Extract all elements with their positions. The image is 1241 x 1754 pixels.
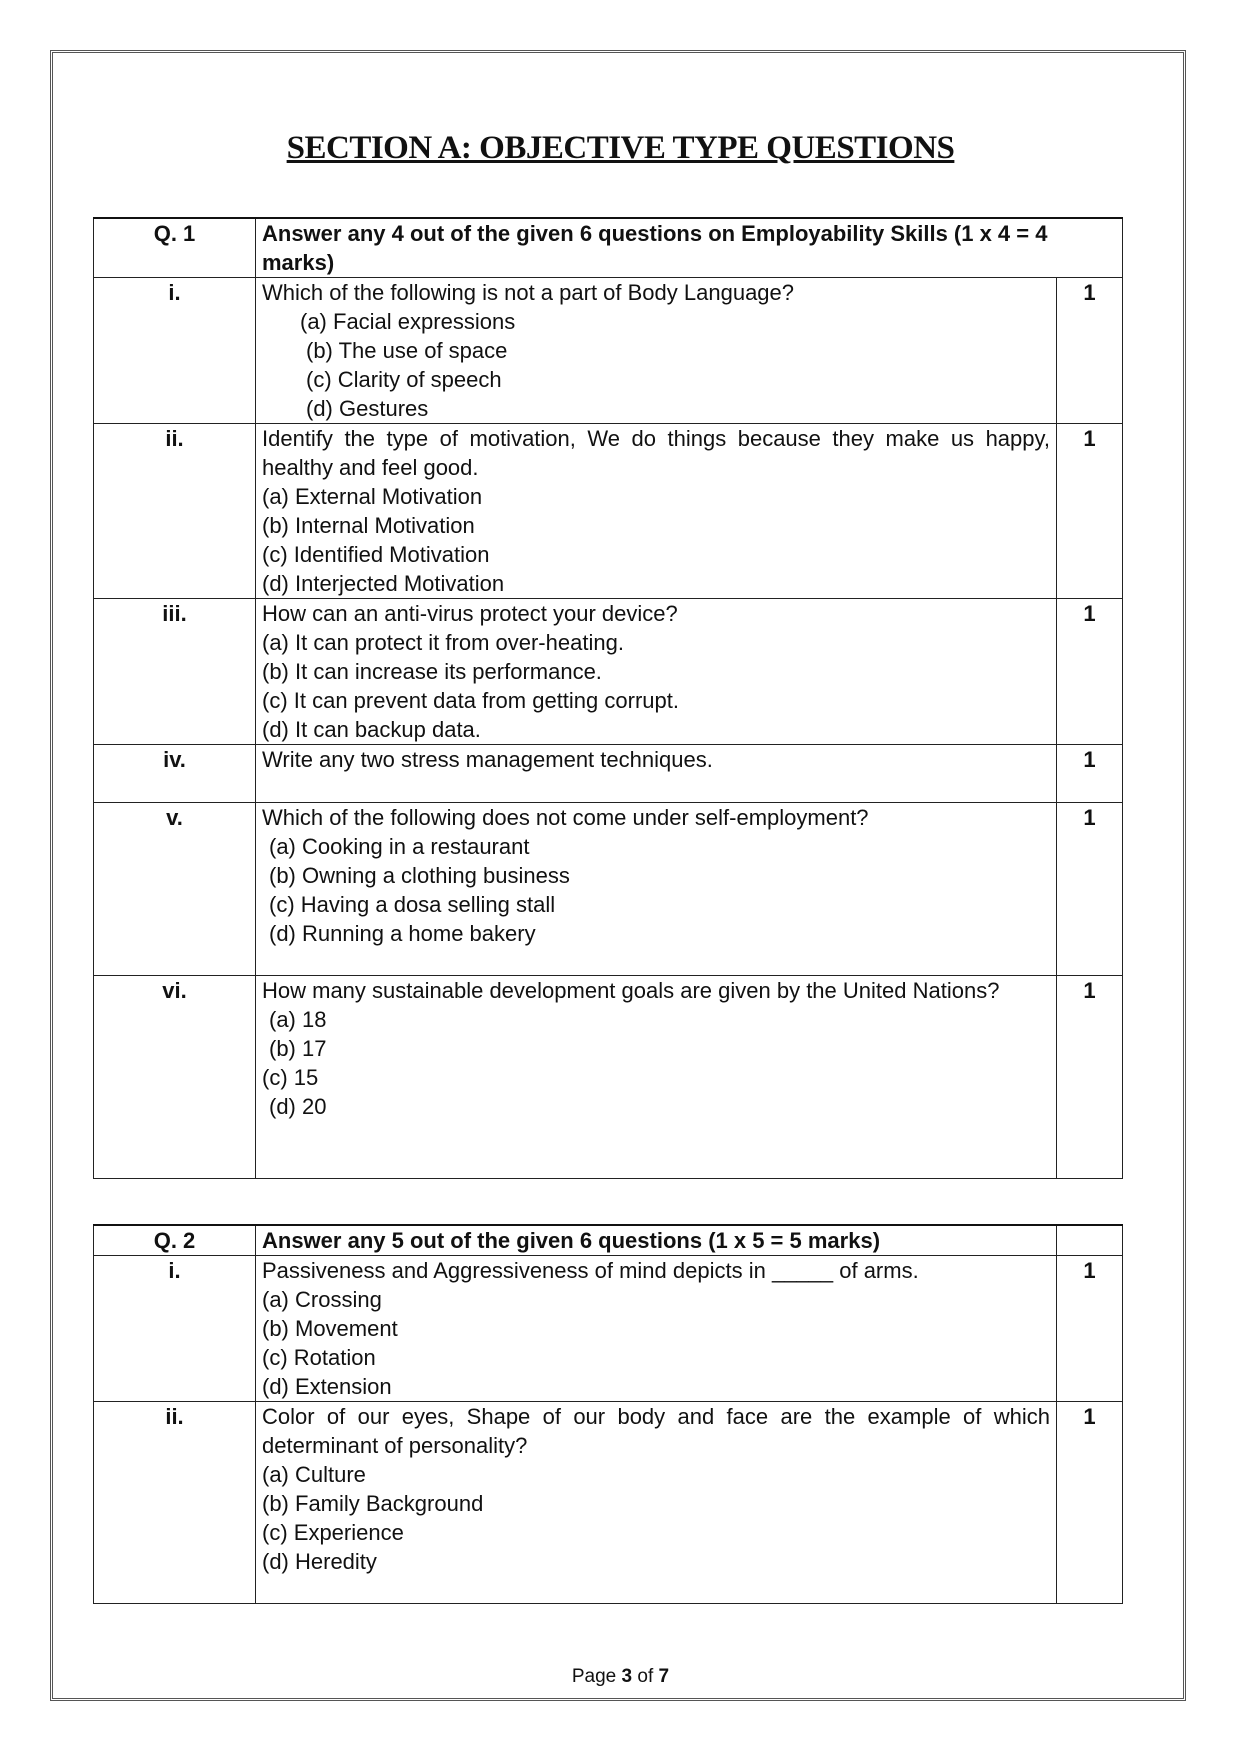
question-instruction: Answer any 4 out of the given 6 questions on Employability Skills (1 x 4 = 4 marks) [256,218,1123,278]
marks: 1 [1057,424,1123,599]
question-cell [256,1402,1057,1604]
current-page: 3 [621,1666,633,1687]
option: (d) Running a home bakery [269,921,536,946]
option: (c) It can prevent data from getting corrupt. [262,688,679,713]
marks: 1 [1057,976,1123,1179]
q2-header-row [94,1225,1123,1256]
marks: 1 [1057,278,1123,424]
option: (d) 20 [269,1094,327,1119]
question-cell [256,1256,1057,1402]
table-row [94,278,1123,424]
item-number: iii. [94,599,256,745]
option: (b) Movement [262,1316,398,1341]
question-text: Write any two stress management techniques. [256,745,1057,803]
marks: 1 [1057,599,1123,745]
question-cell [256,599,1057,745]
question-instruction: Answer any 5 out of the given 6 questions (1 x 5 = 5 marks) [256,1225,1057,1256]
table-row [94,745,1123,803]
question-text: Identify the type of motivation, We do things because they make us happy, healthy and feel good. [262,426,1050,480]
option: (b) 17 [269,1036,327,1061]
marks: 1 [1057,1402,1123,1604]
page-number [0,1666,1241,1688]
question-text: Which of the following is not a part of Body Language? [262,280,795,305]
table-row [94,599,1123,745]
q2-table [93,1224,1123,1604]
option: (c) Clarity of speech [306,367,502,392]
question-text: How many sustainable development goals are given by the United Nations? [262,978,1000,1003]
question-text: Which of the following does not come under self-employment? [262,805,869,830]
question-text: Passiveness and Aggressiveness of mind depicts in _____ of arms. [262,1258,919,1283]
marks: 1 [1057,803,1123,976]
table-row [94,1402,1123,1604]
item-number: i. [94,278,256,424]
item-number: ii. [94,424,256,599]
table-row [94,424,1123,599]
option: (b) It can increase its performance. [262,659,602,684]
question-cell [256,803,1057,976]
total-pages: 7 [658,1666,670,1687]
page-label: Page [571,1666,617,1687]
question-text: How can an anti-virus protect your device? [262,601,678,626]
option: (a) Crossing [262,1287,382,1312]
option: (a) Facial expressions [300,309,516,334]
option: (b) Family Background [262,1491,484,1516]
item-number: iv. [94,745,256,803]
option: (c) Having a dosa selling stall [269,892,556,917]
table-row [94,803,1123,976]
option: (a) It can protect it from over-heating. [262,630,624,655]
option: (a) Culture [262,1462,366,1487]
option: (c) 15 [262,1065,319,1090]
question-cell [256,278,1057,424]
option: (b) Internal Motivation [262,513,475,538]
option: (d) Gestures [306,396,429,421]
section-title: SECTION A: OBJECTIVE TYPE QUESTIONS [286,130,955,166]
item-number: vi. [94,976,256,1179]
q1-table [93,217,1123,1179]
question-number: Q. 1 [94,218,256,278]
table-row [94,1256,1123,1402]
option: (c) Identified Motivation [262,542,490,567]
item-number: ii. [94,1402,256,1604]
question-cell [256,976,1057,1179]
question-text: Color of our eyes, Shape of our body and face are the example of which determinant of personality? [262,1404,1050,1458]
option: (a) 18 [269,1007,327,1032]
marks: 1 [1057,745,1123,803]
option: (b) The use of space [306,338,508,363]
item-number: i. [94,1256,256,1402]
option: (a) External Motivation [262,484,483,509]
page-of: of [637,1666,654,1687]
option: (d) It can backup data. [262,717,481,742]
option: (c) Experience [262,1520,404,1545]
question-number: Q. 2 [94,1225,256,1256]
option: (c) Rotation [262,1345,376,1370]
q1-header-row [94,218,1123,278]
empty-cell [1057,1225,1123,1256]
option: (d) Heredity [262,1549,377,1574]
option: (d) Interjected Motivation [262,571,505,596]
item-number: v. [94,803,256,976]
question-cell [256,424,1057,599]
option: (b) Owning a clothing business [269,863,570,888]
option: (a) Cooking in a restaurant [269,834,530,859]
marks: 1 [1057,1256,1123,1402]
table-row [94,976,1123,1179]
option: (d) Extension [262,1374,392,1399]
